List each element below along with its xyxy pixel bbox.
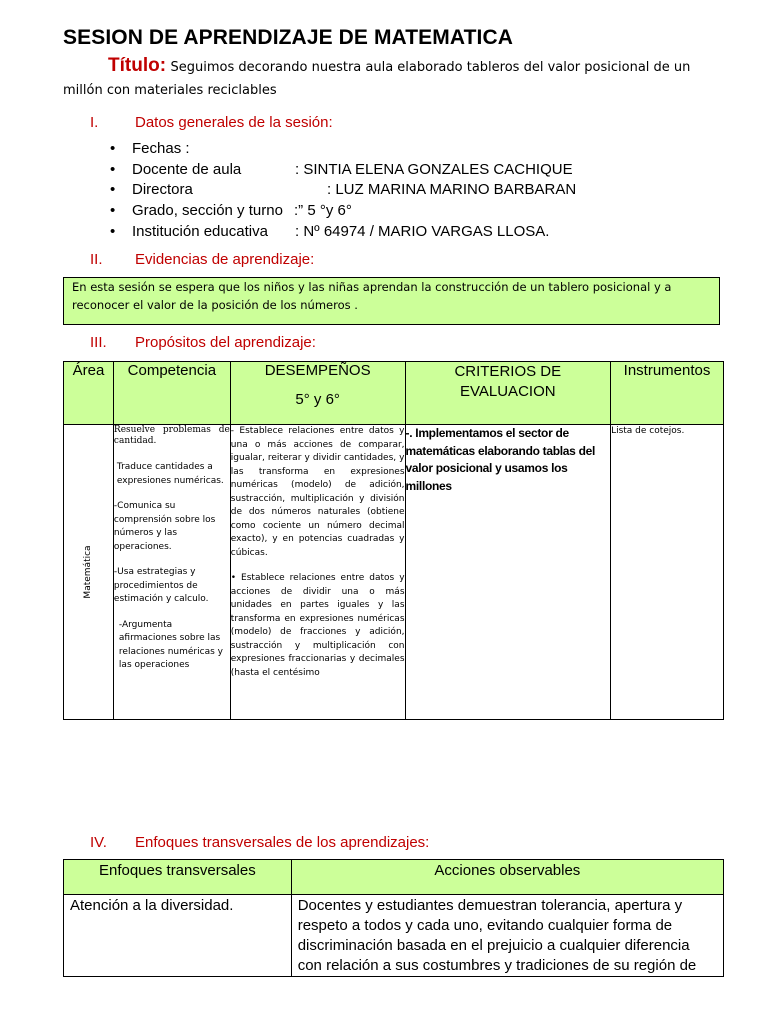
cell-enfoque: Atención a la diversidad. <box>64 895 292 977</box>
competencia-item: -Comunica su comprensión sobre los números y las operaciones. <box>113 501 216 552</box>
datos-key: Grado, sección y turno <box>132 202 283 219</box>
section-heading-evidencias <box>90 251 314 268</box>
datos-key: Directora <box>132 181 193 198</box>
cell-competencia <box>113 425 230 720</box>
competencia-item: Resuelve problemas de cantidad. <box>113 425 230 446</box>
header-acciones: Acciones observables <box>291 860 723 895</box>
list-item <box>110 223 550 240</box>
list-item <box>110 202 352 219</box>
datos-value: : Nº 64974 / MARIO VARGAS LLOSA. <box>295 223 550 240</box>
section-number: II. <box>90 251 103 268</box>
header-instrumentos: Instrumentos <box>611 362 724 425</box>
datos-value: : SINTIA ELENA GONZALES CACHIQUE <box>295 161 573 178</box>
cell-criterios: -. Implementamos el sector de matemáticas elaborando tablas del valor posicional y usamos los millones <box>405 425 611 720</box>
section-number: IV. <box>90 834 107 851</box>
datos-key: Docente de aula <box>132 161 242 178</box>
desempeno-item: • Establece relaciones entre datos y acciones de dividir una o más unidades en partes iguales y las transforma en expresiones numéricas (modelo) de fracciones y adición, sustracción y multiplicación con expresiones fraccionarias y decimales (hasta el centésimo <box>230 573 405 678</box>
bullet-icon: • <box>110 181 116 198</box>
bullet-icon: • <box>110 140 116 157</box>
header-desempenos <box>230 362 405 425</box>
datos-value: :” 5 °y 6° <box>294 202 352 219</box>
list-item <box>110 161 573 178</box>
cell-acciones: Docentes y estudiantes demuestran tolerancia, apertura y respeto a todos y cada uno, evitando cualquier forma de discriminación basada en el prejuicio a cualquier diferencia con relación a sus costumbres y tradiciones de su región de <box>291 895 723 977</box>
section-label: Propósitos del aprendizaje: <box>135 334 316 351</box>
cell-area <box>64 425 114 720</box>
cell-desempenos <box>230 425 405 720</box>
competencia-item: -Usa estrategias y procedimientos de estimación y calculo. <box>113 567 209 604</box>
section-heading-propositos <box>90 334 316 351</box>
titulo-text: Seguimos decorando nuestra aula elaborado tableros del valor posicional de un millón con materiales reciclables <box>63 60 691 98</box>
table-header-row <box>64 362 724 425</box>
table-header-row <box>64 860 724 895</box>
area-text: Matemática <box>83 545 94 599</box>
datos-key: Institución educativa <box>132 223 268 240</box>
cell-instrumentos: Lista de cotejos. <box>611 425 724 720</box>
enfoques-table <box>63 859 724 977</box>
section-label: Evidencias de aprendizaje: <box>135 251 315 268</box>
header-competencia: Competencia <box>113 362 230 425</box>
competencia-item: -Argumenta afirmaciones sobre las relaciones numéricas y las operaciones <box>118 619 223 670</box>
section-number: III. <box>90 334 107 351</box>
bullet-icon: • <box>110 202 116 219</box>
datos-key: Fechas : <box>132 140 190 157</box>
bullet-icon: • <box>110 161 116 178</box>
header-enfoques: Enfoques transversales <box>64 860 292 895</box>
header-criterios: CRITERIOS DE EVALUACION <box>405 362 611 425</box>
section-label: Datos generales de la sesión: <box>135 114 333 131</box>
list-item <box>110 181 577 198</box>
session-title <box>63 55 703 102</box>
table-row <box>64 895 724 977</box>
section-heading-datos <box>90 114 333 131</box>
evidencias-box: En esta sesión se espera que los niños y las niñas aprendan la construcción de un tablero posicional y a reconocer el valor de la posición de los números . <box>63 277 720 325</box>
bullet-icon: • <box>110 223 116 240</box>
section-label: Enfoques transversales de los aprendizajes: <box>135 834 430 851</box>
datos-value: : LUZ MARINA MARINO BARBARAN <box>327 181 577 198</box>
titulo-label: Título: <box>108 55 167 76</box>
header-desempenos-label: DESEMPEÑOS <box>264 362 371 379</box>
competencia-item: Traduce cantidades a expresiones numéricas. <box>116 462 224 486</box>
page-title: SESION DE APRENDIZAJE DE MATEMATICA <box>63 26 513 49</box>
header-area: Área <box>64 362 114 425</box>
list-item <box>110 140 190 157</box>
header-grados: 5° y 6° <box>295 391 340 408</box>
section-heading-enfoques <box>90 834 429 851</box>
desempeno-item: - Establece relaciones entre datos y una o más acciones de comparar, igualar, reiterar y dividir cantidades, y las transforma en expresiones numéricas (modelo) de adición, sustracción, multiplicación y división de dos números naturales (obtiene como cociente un número decimal exacto), y en potencias cuadradas y cúbicas. <box>230 426 405 558</box>
section-number: I. <box>90 114 99 131</box>
propositos-table <box>63 361 724 720</box>
table-row <box>64 425 724 720</box>
